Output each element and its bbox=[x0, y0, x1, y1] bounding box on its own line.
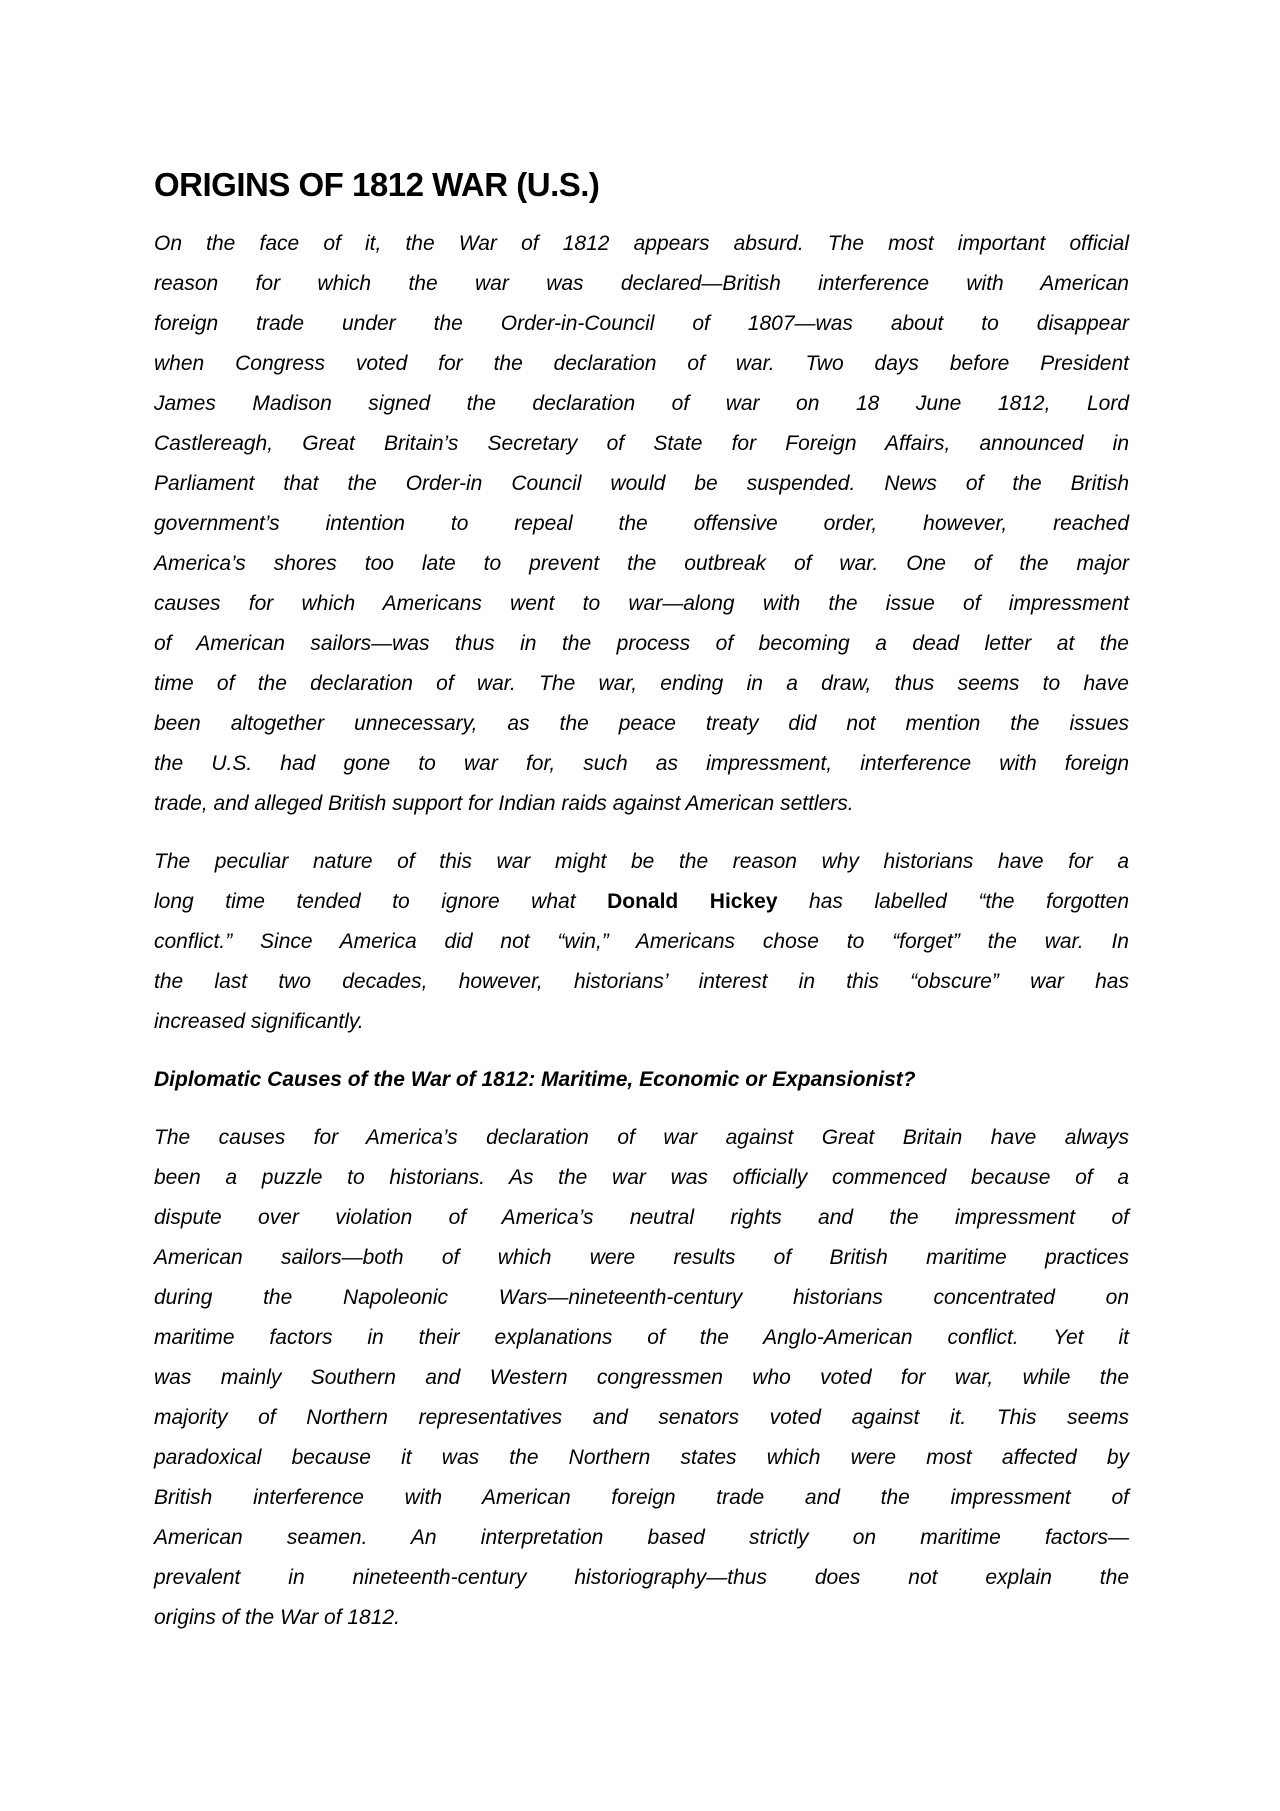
text-line: the U.S. had gone to war for, such as impressment, interference with foreign bbox=[154, 752, 1129, 775]
text-line: America’s shores too late to prevent the outbreak of war. One of the major bbox=[154, 552, 1129, 575]
document-page bbox=[154, 160, 1129, 1656]
text-line: foreign trade under the Order-in-Council of 1807—was about to disappear bbox=[154, 312, 1129, 335]
text-segment: has labelled “the forgotten bbox=[777, 890, 1129, 913]
text-line: On the face of it, the War of 1812 appears absurd. The most important official bbox=[154, 232, 1129, 255]
paragraph-intro bbox=[154, 224, 1129, 824]
text-line: majority of Northern representatives and senators voted against it. This seems bbox=[154, 1406, 1129, 1429]
text-line: The peculiar nature of this war might be the reason why historians have for a bbox=[154, 850, 1129, 873]
text-line: time of the declaration of war. The war, ending in a draw, thus seems to have bbox=[154, 672, 1129, 695]
text-line: maritime factors in their explanations of the Anglo-American conflict. Yet it bbox=[154, 1326, 1129, 1349]
text-line: government’s intention to repeal the offensive order, however, reached bbox=[154, 512, 1129, 535]
text-line: increased significantly. bbox=[154, 1010, 364, 1033]
paragraph-historiography bbox=[154, 842, 1129, 1042]
text-line: when Congress voted for the declaration of war. Two days before President bbox=[154, 352, 1129, 375]
section-subheading: Diplomatic Causes of the War of 1812: Maritime, Economic or Expansionist? bbox=[154, 1068, 916, 1091]
text-line: origins of the War of 1812. bbox=[154, 1606, 400, 1629]
text-segment: long time tended to ignore what bbox=[154, 890, 608, 913]
text-line: trade, and alleged British support for Indian raids against American settlers. bbox=[154, 792, 854, 815]
text-line: conflict.” Since America did not “win,” Americans chose to “forget” the war. In bbox=[154, 930, 1129, 953]
text-line: prevalent in nineteenth-century historiography—thus does not explain the bbox=[154, 1566, 1129, 1589]
author-name: Donald Hickey bbox=[607, 890, 778, 913]
text-line: American sailors—both of which were results of British maritime practices bbox=[154, 1246, 1129, 1269]
text-line: been altogether unnecessary, as the peace treaty did not mention the issues bbox=[154, 712, 1129, 735]
text-line: paradoxical because it was the Northern states which were most affected by bbox=[154, 1446, 1129, 1469]
text-line: British interference with American foreign trade and the impressment of bbox=[154, 1486, 1129, 1509]
text-line: causes for which Americans went to war—along with the issue of impressment bbox=[154, 592, 1129, 615]
text-line: James Madison signed the declaration of war on 18 June 1812, Lord bbox=[154, 392, 1129, 415]
text-line: The causes for America’s declaration of war against Great Britain have always bbox=[154, 1126, 1129, 1149]
text-line: dispute over violation of America’s neutral rights and the impressment of bbox=[154, 1206, 1129, 1229]
text-line: American seamen. An interpretation based strictly on maritime factors— bbox=[154, 1526, 1129, 1549]
text-line: was mainly Southern and Western congressmen who voted for war, while the bbox=[154, 1366, 1129, 1389]
document-title: ORIGINS OF 1812 WAR (U.S.) bbox=[154, 166, 600, 203]
text-line: reason for which the war was declared—British interference with American bbox=[154, 272, 1129, 295]
text-line: of American sailors—was thus in the process of becoming a dead letter at the bbox=[154, 632, 1129, 655]
text-line: during the Napoleonic Wars—nineteenth-century historians concentrated on bbox=[154, 1286, 1129, 1309]
text-line: been a puzzle to historians. As the war was officially commenced because of a bbox=[154, 1166, 1129, 1189]
text-line: the last two decades, however, historians’ interest in this “obscure” war has bbox=[154, 970, 1129, 993]
paragraph-diplomatic-causes bbox=[154, 1118, 1129, 1638]
text-line: Parliament that the Order-in Council would be suspended. News of the British bbox=[154, 472, 1129, 495]
text-line bbox=[154, 882, 1129, 922]
text-line: Castlereagh, Great Britain’s Secretary of State for Foreign Affairs, announced in bbox=[154, 432, 1129, 455]
